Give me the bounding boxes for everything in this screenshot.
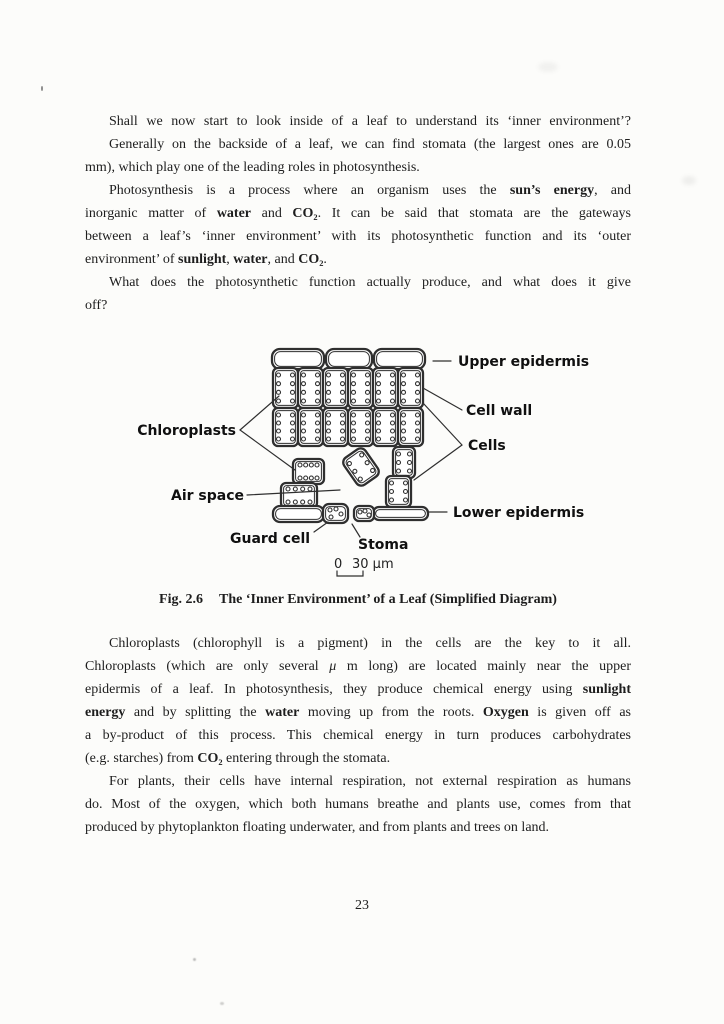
- text-run: is given off as: [528, 705, 631, 720]
- scale-bar-zero: 0: [334, 557, 343, 572]
- label-upper-epidermis: Upper epidermis: [458, 354, 590, 370]
- palisade-cell: [298, 408, 323, 446]
- paragraph: [85, 271, 631, 317]
- cells-layer: [272, 349, 428, 523]
- text-run: epidermis of a leaf. In photosynthesis, they produce chemical energy using: [85, 682, 583, 697]
- palisade-cell: [273, 368, 298, 408]
- scan-artifact: [220, 1002, 224, 1005]
- palisade-cell: [398, 408, 423, 446]
- text-run: water: [265, 705, 300, 720]
- label-air-space: Air space: [170, 488, 244, 504]
- text-line: [85, 632, 631, 655]
- text-run: sun’s energy: [509, 183, 595, 198]
- palisade-cell: [398, 368, 423, 408]
- text-run: sunlight: [582, 682, 631, 697]
- text-run: water: [216, 206, 252, 221]
- spongy-cell-tilted: [341, 446, 381, 488]
- text-line: [85, 179, 631, 202]
- leader-cell-wall: [423, 388, 462, 410]
- spongy-cell: [293, 459, 324, 484]
- spongy-cell: [386, 476, 411, 507]
- text-run: CO₂: [292, 206, 318, 221]
- scan-artifact: [682, 176, 696, 185]
- text-line: [85, 655, 631, 678]
- label-stoma: Stoma: [358, 537, 409, 553]
- guard-cell: [354, 506, 374, 521]
- text-run: Oxygen: [482, 705, 529, 720]
- upper-epidermis-cell: [374, 349, 425, 369]
- label-lower-epidermis: Lower epidermis: [453, 505, 585, 521]
- text-run: CO₂: [197, 751, 223, 766]
- paragraph: [85, 770, 631, 839]
- text-run: (e.g. starches) from: [85, 751, 198, 766]
- text-run: Photosynthesis is a process where an organism uses the: [109, 183, 510, 198]
- palisade-cell: [348, 368, 373, 408]
- text-line: [85, 271, 631, 294]
- text-run: ,: [226, 252, 234, 267]
- text-line: [85, 701, 631, 724]
- leader-stoma: [352, 524, 360, 537]
- text-line: [85, 724, 631, 747]
- guard-cell: [323, 504, 348, 523]
- text-run: mm), which play one of the leading roles in photosynthesis.: [85, 160, 420, 175]
- palisade-cell: [298, 368, 323, 408]
- lower-epidermis-cell: [373, 507, 428, 520]
- lower-epidermis-cell: [273, 506, 324, 522]
- paragraph: [85, 110, 631, 133]
- text-run: m long) are located mainly near the upper: [336, 659, 632, 674]
- text-line: [85, 678, 631, 701]
- figure-caption: [85, 590, 631, 610]
- palisade-cell: [373, 368, 398, 408]
- text-run: Shall we now start to look inside of a leaf to understand its ‘inner environment’?: [109, 114, 631, 129]
- text-run: μ: [329, 659, 337, 674]
- figure-title: The ‘Inner Environment’ of a Leaf (Simplified Diagram): [219, 592, 557, 607]
- text-run: For plants, their cells have internal respiration, not external respiration as humans: [109, 774, 631, 789]
- text-run: inorganic matter of: [85, 206, 217, 221]
- label-cells: Cells: [468, 438, 506, 454]
- text-run: Generally on the backside of a leaf, we can find stomata (the largest ones are 0.05: [109, 137, 631, 152]
- text-run: entering through the stomata.: [222, 751, 391, 766]
- text-line: [85, 793, 631, 816]
- spongy-cell: [393, 447, 415, 478]
- text-line: [85, 133, 631, 156]
- text-line: [85, 770, 631, 793]
- palisade-cell: [323, 368, 348, 408]
- text-run: , and: [594, 183, 632, 198]
- text-run: .: [323, 252, 327, 267]
- text-run: energy: [85, 705, 126, 720]
- text-run: moving up from the roots.: [299, 705, 483, 720]
- palisade-cell: [373, 408, 398, 446]
- body-text-bottom: [85, 632, 631, 839]
- text-line: [85, 156, 631, 179]
- text-run: and: [251, 206, 293, 221]
- figure-number: Fig. 2.6: [159, 592, 203, 607]
- paragraph: [85, 179, 631, 271]
- text-run: between a leaf’s ‘inner environment’ with its photosynthetic function and its ‘outer: [85, 229, 631, 244]
- body-text-top: [85, 110, 631, 317]
- text-run: sunlight: [178, 252, 227, 267]
- text-run: environment’ of: [85, 252, 179, 267]
- paragraph: [85, 632, 631, 770]
- paragraph: [85, 133, 631, 179]
- text-line: [85, 202, 631, 225]
- text-line: [85, 294, 631, 317]
- label-guard-cell: Guard cell: [230, 531, 311, 547]
- text-run: and by splitting the: [125, 705, 266, 720]
- leaf-diagram-svg: [130, 340, 604, 588]
- text-run: CO₂: [298, 252, 324, 267]
- text-line: [85, 816, 631, 839]
- text-run: produced by phytoplankton floating underwater, and from plants and trees on land.: [85, 820, 550, 835]
- palisade-cell: [273, 408, 298, 446]
- leader-guard-cell: [314, 522, 328, 532]
- scan-artifact: [538, 62, 558, 72]
- text-run: , and: [267, 252, 299, 267]
- text-line: [85, 225, 631, 248]
- scale-bar-value: 30 μm: [352, 557, 394, 572]
- text-line: [85, 248, 631, 271]
- scan-artifact: [193, 958, 196, 961]
- label-cell-wall: Cell wall: [466, 403, 533, 419]
- text-line: [85, 747, 631, 770]
- upper-epidermis-cell: [272, 349, 324, 369]
- text-line: [85, 110, 631, 133]
- text-run: water: [233, 252, 268, 267]
- text-run: What does the photosynthetic function actually produce, and what does it give: [109, 275, 631, 290]
- spongy-cell: [341, 446, 381, 488]
- text-run: . It can be said that stomata are the gateways: [317, 206, 631, 221]
- scan-artifact: [41, 86, 43, 91]
- page-number: 23: [355, 898, 369, 913]
- text-run: Chloroplasts (chlorophyll is a pigment) in the cells are the key to it all.: [109, 636, 631, 651]
- leaf-diagram: [130, 340, 604, 588]
- text-run: do. Most of the oxygen, which both humans breathe and plants use, comes from that: [85, 797, 631, 812]
- label-chloroplasts: Chloroplasts: [137, 423, 236, 439]
- upper-epidermis-cell: [326, 349, 372, 369]
- palisade-cell: [348, 408, 373, 446]
- spongy-cell: [281, 483, 317, 508]
- text-run: off?: [85, 298, 108, 313]
- text-run: Chloroplasts (which are only several: [85, 659, 330, 674]
- palisade-cell: [323, 408, 348, 446]
- text-run: a by-product of this process. This chemical energy in turn produces carbohydrates: [85, 728, 631, 743]
